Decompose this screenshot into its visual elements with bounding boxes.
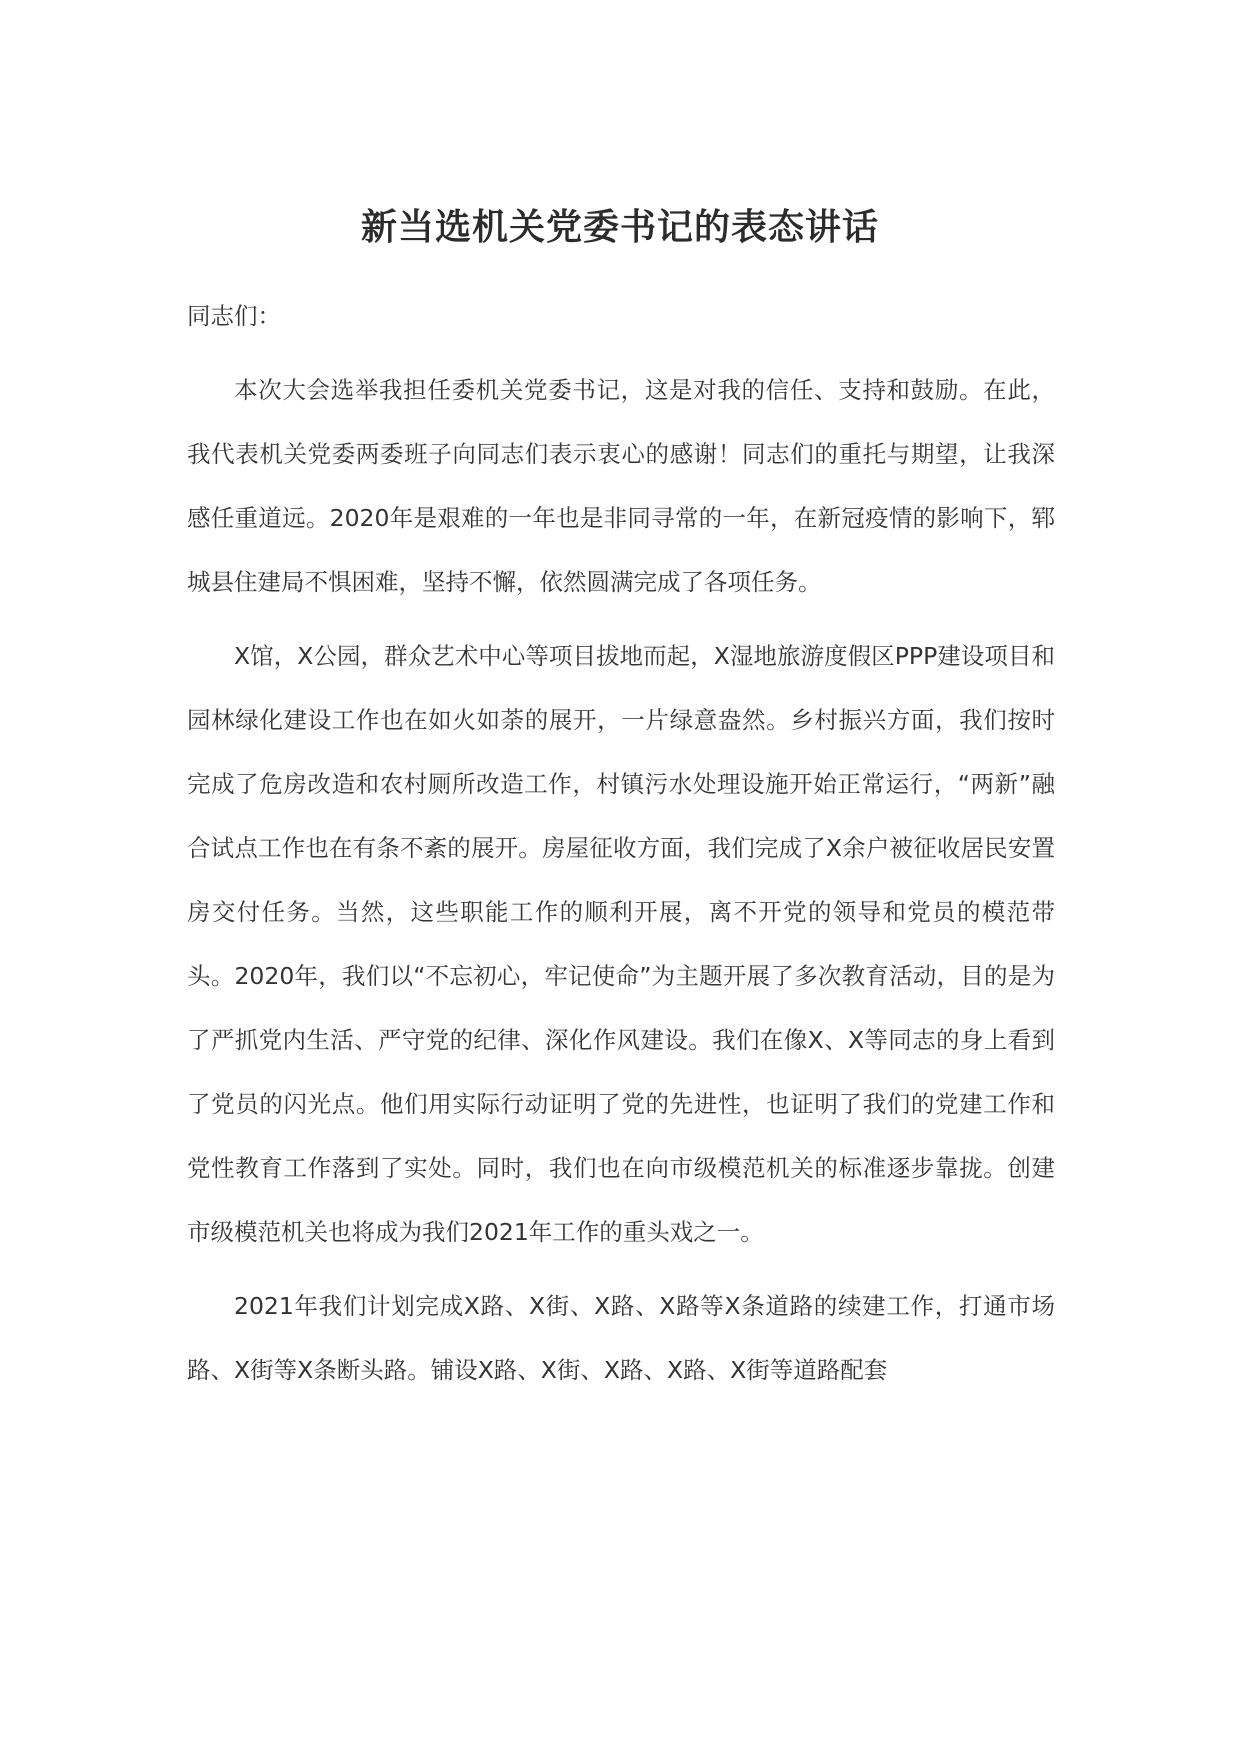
document-body (187, 284, 1055, 1412)
document-title: 新当选机关党委书记的表态讲话 (360, 207, 879, 248)
paragraph-2: X馆，X公园，群众艺术中心等项目拔地而起，X湿地旅游度假区PPP建设项目和园林绿化建设工作也在如火如荼的展开，一片绿意盎然。乡村振兴方面，我们按时完成了危房改造和农村厕所改造工作，村镇污水处理设施开始正常运行，“两新”融合试点工作也在有条不紊的展开。房屋征收方面，我们完成了X余户被征收居民安置房交付任务。当然，这些职能工作的顺利开展，离不开党的领导和党员的模范带头。2020年，我们以“不忘初心，牢记使命”为主题开展了多次教育活动，目的是为了严抓党内生活、严守党的纪律、深化作风建设。我们在像X、X等同志的身上看到了党员的闪光点。他们用实际行动证明了党的先进性，也证明了我们的党建工作和党性教育工作落到了实处。同时，我们也在向市级模范机关的标准逐步靠拢。创建市级模范机关也将成为我们2021年工作的重头戏之一。 (187, 642, 1055, 1246)
paragraph-3: 2021年我们计划完成X路、X街、X路、X路等X条道路的续建工作，打通市场路、X街等X条断头路。铺设X路、X街、X路、X路、X街等道路配套 (187, 1292, 1055, 1384)
salutation: 同志们： (187, 302, 281, 330)
paragraph-1: 本次大会选举我担任委机关党委书记，这是对我的信任、支持和鼓励。在此，我代表机关党委两委班子向同志们表示衷心的感谢！同志们的重托与期望，让我深感任重道远。2020年是艰难的一年也是非同寻常的一年，在新冠疫情的影响下，郓城县住建局不惧困难，坚持不懈，依然圆满完成了各项任务。 (187, 376, 1055, 596)
